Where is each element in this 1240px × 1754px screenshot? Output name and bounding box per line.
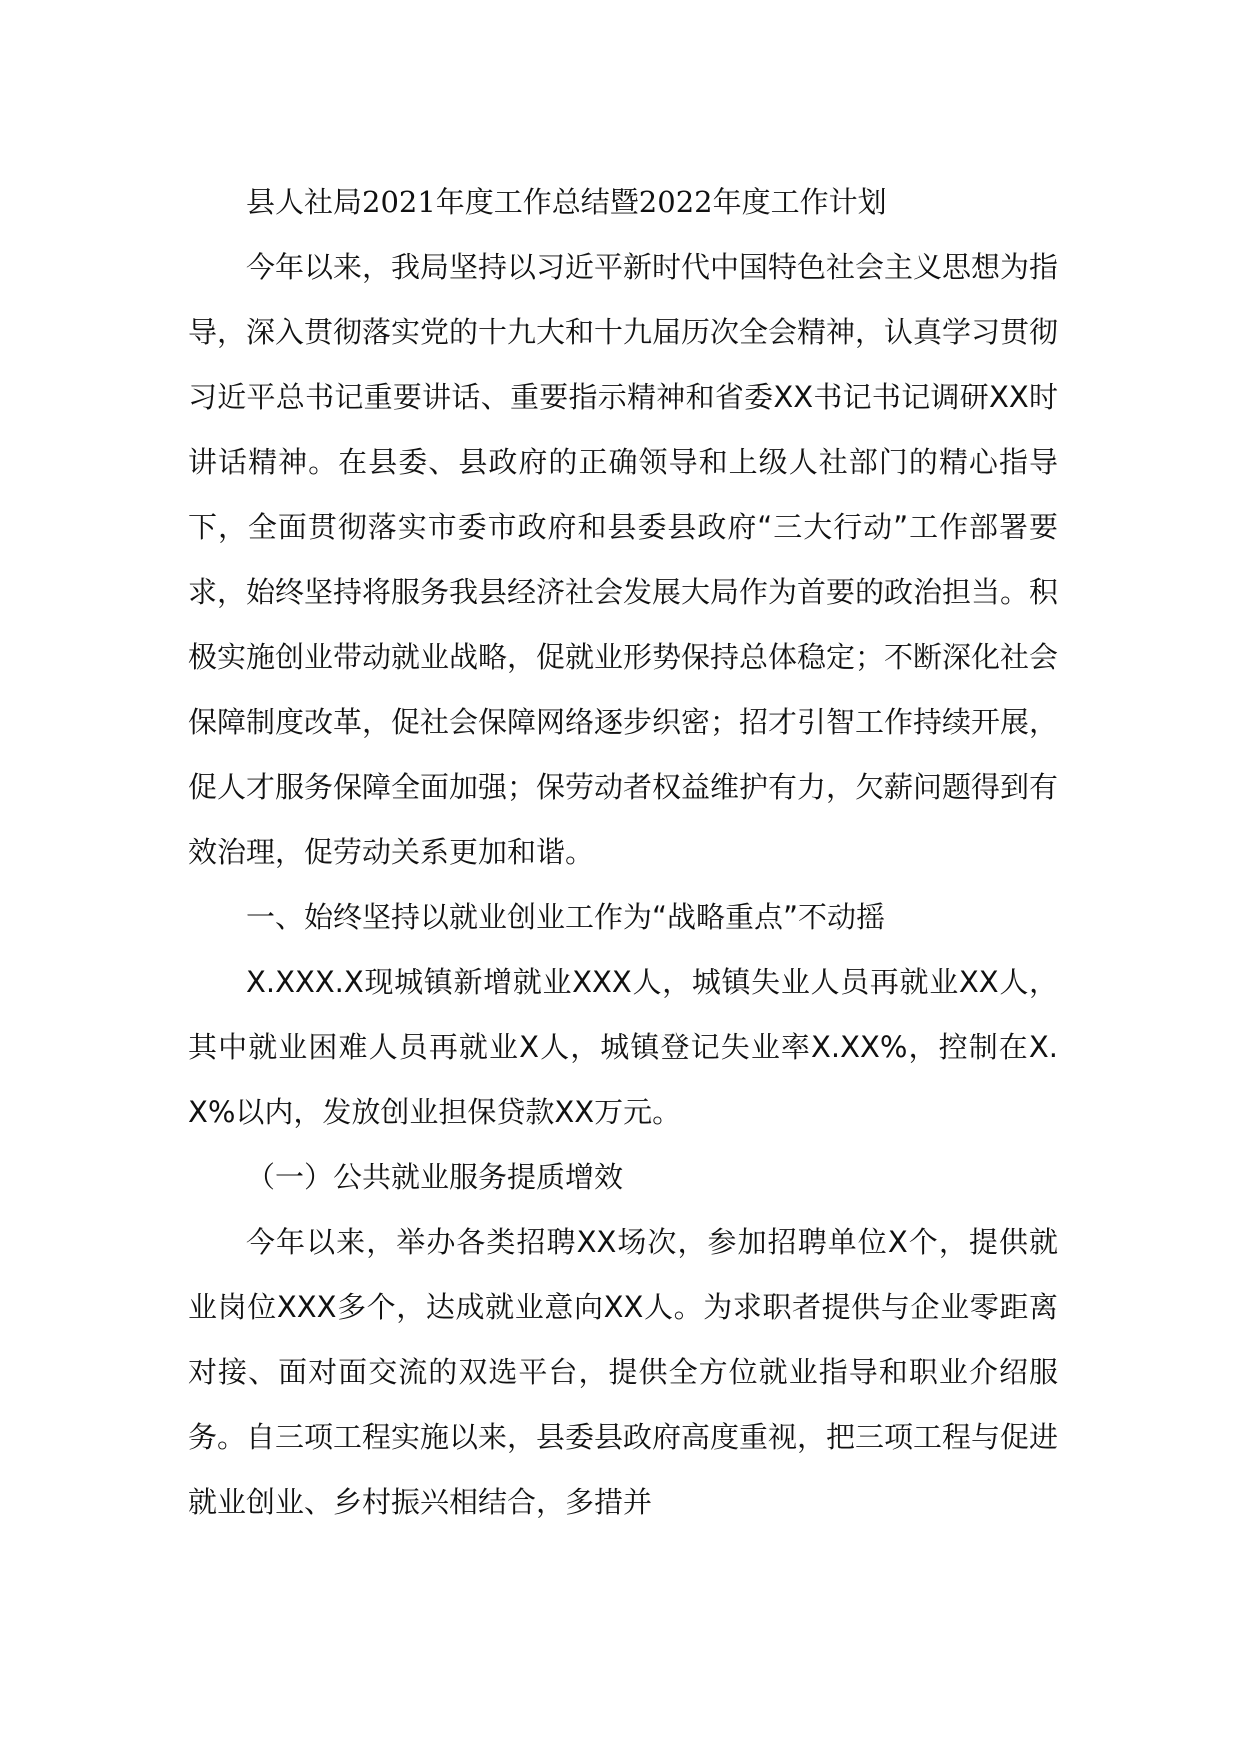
document-title: 县人社局2021年度工作总结暨2022年度工作计划 <box>246 185 887 219</box>
employment-stats-paragraph: X.XXX.X现城镇新增就业XXX人，城镇失业人员再就业XX人，其中就业困难人员再就业X人，城镇登记失业率X.XX%，控制在X.X%以内，发放创业担保贷款XX万元。 <box>188 965 1058 1129</box>
recruitment-paragraph: 今年以来，举办各类招聘XX场次，参加招聘单位X个，提供就业岗位XXX多个，达成就业意向XX人。为求职者提供与企业零距离对接、面对面交流的双选平台，提供全方位就业指导和职业介绍服务。自三项工程实施以来，县委县政府高度重视，把三项工程与促进就业创业、乡村振兴相结合，多措并 <box>188 1225 1059 1519</box>
intro-paragraph: 今年以来，我局坚持以习近平新时代中国特色社会主义思想为指导，深入贯彻落实党的十九大和十九届历次全会精神，认真学习贯彻习近平总书记重要讲话、重要指示精神和省委XX书记书记调研XX时讲话精神。在县委、县政府的正确领导和上级人社部门的精心指导下，全面贯彻落实市委市政府和县委县政府“三大行动”工作部署要求，始终坚持将服务我县经济社会发展大局作为首要的政治担当。积极实施创业带动就业战略，促就业形势保持总体稳定；不断深化社会保障制度改革，促社会保障网络逐步织密；招才引智工作持续开展，促人才服务保障全面加强；保劳动者权益维护有力，欠薪问题得到有效治理，促劳动关系更加和谐。 <box>188 250 1059 869</box>
subsection-heading-1: （一）公共就业服务提质增效 <box>246 1160 624 1194</box>
section-heading-1: 一、始终坚持以就业创业工作为“战略重点”不动摇 <box>246 900 886 934</box>
document-body <box>188 170 1058 1535</box>
